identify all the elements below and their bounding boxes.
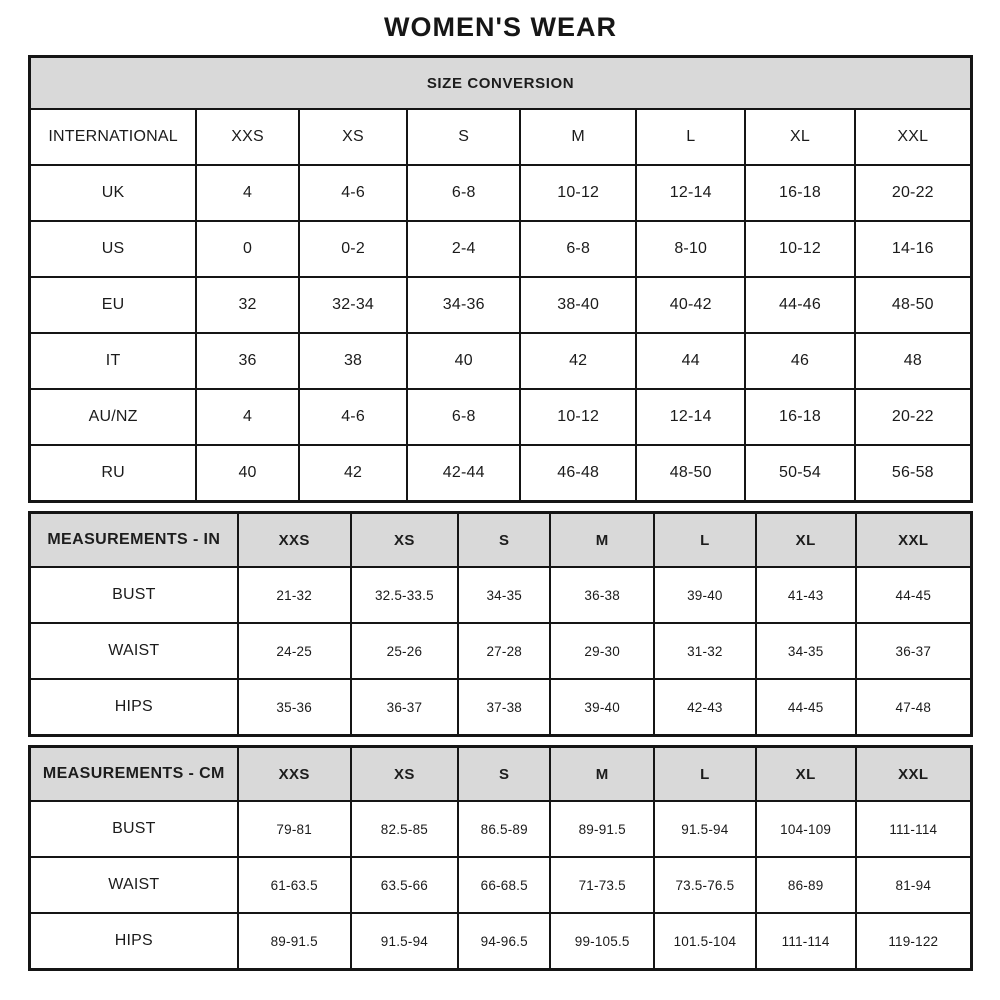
value-cell: 36-37 xyxy=(856,623,972,679)
row-label-cell: HIPS xyxy=(30,679,238,736)
value-cell: L xyxy=(636,109,745,165)
value-cell: 89-91.5 xyxy=(238,913,351,970)
value-cell: 8-10 xyxy=(636,221,745,277)
value-cell: XL xyxy=(745,109,854,165)
value-cell: 44-46 xyxy=(745,277,854,333)
value-cell: 91.5-94 xyxy=(351,913,458,970)
value-cell: 46 xyxy=(745,333,854,389)
value-cell: 2-4 xyxy=(407,221,520,277)
value-cell: 94-96.5 xyxy=(458,913,550,970)
value-cell: 40 xyxy=(407,333,520,389)
row-label-cell: HIPS xyxy=(30,913,238,970)
value-cell: 63.5-66 xyxy=(351,857,458,913)
value-cell: 56-58 xyxy=(855,445,972,502)
value-cell: 40-42 xyxy=(636,277,745,333)
table-row xyxy=(30,445,972,502)
size-column-header: S xyxy=(458,747,550,802)
table-title-cell: MEASUREMENTS - IN xyxy=(30,513,238,568)
row-label-cell: BUST xyxy=(30,801,238,857)
size-column-header: XL xyxy=(756,513,856,568)
row-label-cell: EU xyxy=(30,277,197,333)
value-cell: 12-14 xyxy=(636,165,745,221)
value-cell: 16-18 xyxy=(745,389,854,445)
value-cell: 20-22 xyxy=(855,389,972,445)
value-cell: 82.5-85 xyxy=(351,801,458,857)
value-cell: 25-26 xyxy=(351,623,458,679)
value-cell: 119-122 xyxy=(856,913,972,970)
value-cell: 48-50 xyxy=(855,277,972,333)
row-label-cell: IT xyxy=(30,333,197,389)
measurements-in-table xyxy=(28,511,973,737)
table-row xyxy=(30,389,972,445)
value-cell: 86-89 xyxy=(756,857,856,913)
value-cell: 36-37 xyxy=(351,679,458,736)
value-cell: 37-38 xyxy=(458,679,550,736)
value-cell: 4 xyxy=(196,165,299,221)
value-cell: 101.5-104 xyxy=(654,913,756,970)
value-cell: 79-81 xyxy=(238,801,351,857)
value-cell: 29-30 xyxy=(550,623,654,679)
value-cell: 27-28 xyxy=(458,623,550,679)
value-cell: 0 xyxy=(196,221,299,277)
value-cell: 6-8 xyxy=(520,221,636,277)
table-row xyxy=(30,913,972,970)
value-cell: 38-40 xyxy=(520,277,636,333)
value-cell: 73.5-76.5 xyxy=(654,857,756,913)
value-cell: 44 xyxy=(636,333,745,389)
value-cell: 6-8 xyxy=(407,389,520,445)
value-cell: 42 xyxy=(520,333,636,389)
table-header-band-row xyxy=(30,57,972,110)
value-cell: M xyxy=(520,109,636,165)
value-cell: 44-45 xyxy=(856,567,972,623)
value-cell: 99-105.5 xyxy=(550,913,654,970)
value-cell: 36 xyxy=(196,333,299,389)
value-cell: 35-36 xyxy=(238,679,351,736)
value-cell: 111-114 xyxy=(756,913,856,970)
value-cell: 34-36 xyxy=(407,277,520,333)
value-cell: 91.5-94 xyxy=(654,801,756,857)
size-column-header: XXL xyxy=(856,747,972,802)
table-row xyxy=(30,679,972,736)
size-column-header: L xyxy=(654,747,756,802)
value-cell: 48 xyxy=(855,333,972,389)
value-cell: 71-73.5 xyxy=(550,857,654,913)
size-column-header: L xyxy=(654,513,756,568)
value-cell: 32.5-33.5 xyxy=(351,567,458,623)
value-cell: 24-25 xyxy=(238,623,351,679)
value-cell: 4-6 xyxy=(299,389,407,445)
value-cell: 16-18 xyxy=(745,165,854,221)
value-cell: 34-35 xyxy=(458,567,550,623)
value-cell: XS xyxy=(299,109,407,165)
row-label-cell: UK xyxy=(30,165,197,221)
value-cell: 10-12 xyxy=(520,165,636,221)
value-cell: 36-38 xyxy=(550,567,654,623)
value-cell: 81-94 xyxy=(856,857,972,913)
value-cell: 21-32 xyxy=(238,567,351,623)
column-header-row xyxy=(30,747,972,802)
table-row xyxy=(30,333,972,389)
value-cell: 42-44 xyxy=(407,445,520,502)
value-cell: 12-14 xyxy=(636,389,745,445)
table-row xyxy=(30,165,972,221)
row-label-cell: RU xyxy=(30,445,197,502)
size-column-header: XXL xyxy=(856,513,972,568)
size-column-header: S xyxy=(458,513,550,568)
table-row xyxy=(30,801,972,857)
value-cell: 42 xyxy=(299,445,407,502)
row-label-cell: WAIST xyxy=(30,857,238,913)
value-cell: 50-54 xyxy=(745,445,854,502)
value-cell: 39-40 xyxy=(654,567,756,623)
value-cell: S xyxy=(407,109,520,165)
row-label-cell: INTERNATIONAL xyxy=(30,109,197,165)
table-row xyxy=(30,857,972,913)
table-row xyxy=(30,221,972,277)
value-cell: 61-63.5 xyxy=(238,857,351,913)
table-row xyxy=(30,623,972,679)
size-column-header: XL xyxy=(756,747,856,802)
table-title-cell: MEASUREMENTS - CM xyxy=(30,747,238,802)
table-row xyxy=(30,567,972,623)
measurements-cm-table xyxy=(28,745,973,971)
value-cell: 14-16 xyxy=(855,221,972,277)
value-cell: 66-68.5 xyxy=(458,857,550,913)
value-cell: 4 xyxy=(196,389,299,445)
value-cell: 4-6 xyxy=(299,165,407,221)
value-cell: 32 xyxy=(196,277,299,333)
value-cell: 86.5-89 xyxy=(458,801,550,857)
value-cell: 39-40 xyxy=(550,679,654,736)
table-row xyxy=(30,277,972,333)
row-label-cell: WAIST xyxy=(30,623,238,679)
value-cell: 10-12 xyxy=(520,389,636,445)
value-cell: 40 xyxy=(196,445,299,502)
size-column-header: M xyxy=(550,747,654,802)
size-column-header: XS xyxy=(351,513,458,568)
value-cell: 47-48 xyxy=(856,679,972,736)
value-cell: XXS xyxy=(196,109,299,165)
table-row xyxy=(30,109,972,165)
size-column-header: XS xyxy=(351,747,458,802)
table-header-band: SIZE CONVERSION xyxy=(30,57,972,110)
value-cell: 32-34 xyxy=(299,277,407,333)
row-label-cell: US xyxy=(30,221,197,277)
value-cell: 89-91.5 xyxy=(550,801,654,857)
value-cell: 44-45 xyxy=(756,679,856,736)
value-cell: 41-43 xyxy=(756,567,856,623)
page-title: WOMEN'S WEAR xyxy=(384,12,617,42)
value-cell: 20-22 xyxy=(855,165,972,221)
row-label-cell: AU/NZ xyxy=(30,389,197,445)
row-label-cell: BUST xyxy=(30,567,238,623)
value-cell: 31-32 xyxy=(654,623,756,679)
value-cell: 10-12 xyxy=(745,221,854,277)
value-cell: 38 xyxy=(299,333,407,389)
size-column-header: XXS xyxy=(238,747,351,802)
value-cell: 42-43 xyxy=(654,679,756,736)
value-cell: 48-50 xyxy=(636,445,745,502)
value-cell: 104-109 xyxy=(756,801,856,857)
value-cell: 0-2 xyxy=(299,221,407,277)
size-column-header: M xyxy=(550,513,654,568)
value-cell: XXL xyxy=(855,109,972,165)
value-cell: 34-35 xyxy=(756,623,856,679)
value-cell: 46-48 xyxy=(520,445,636,502)
size-column-header: XXS xyxy=(238,513,351,568)
size-conversion-table xyxy=(28,55,973,503)
column-header-row xyxy=(30,513,972,568)
value-cell: 6-8 xyxy=(407,165,520,221)
value-cell: 111-114 xyxy=(856,801,972,857)
